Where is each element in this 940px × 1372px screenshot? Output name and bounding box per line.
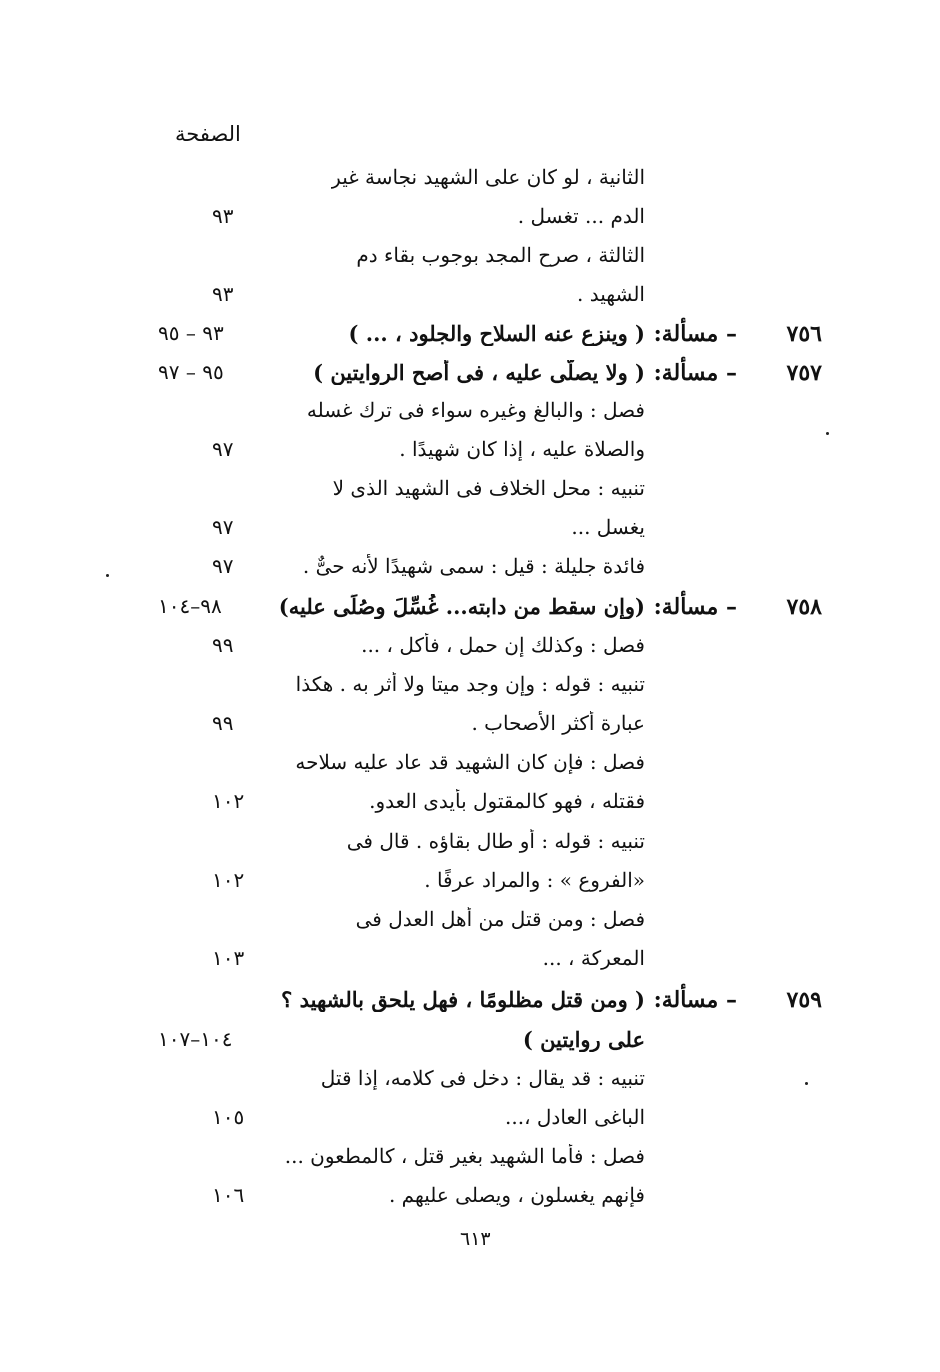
masala-number: ٧٥٨ — [786, 594, 822, 620]
entry-text: ( ولا يصلَّى عليه ، فى أصح الروايتين ) — [313, 360, 645, 385]
entry-text: الشهيد . — [577, 282, 645, 306]
index-line — [0, 282, 940, 318]
index-line — [0, 946, 940, 982]
page-reference: ٩٣ — [212, 204, 234, 228]
scan-speck — [826, 432, 829, 435]
page-reference: ٩٥ – ٩٧ — [158, 360, 224, 384]
entry-text: على روايتين ) — [522, 1027, 645, 1052]
index-line — [0, 398, 940, 434]
entry-text: يغسل ... — [571, 515, 645, 539]
masala-number: ٧٥٧ — [786, 360, 822, 386]
page-reference: ١٠٢ — [212, 868, 245, 892]
page-reference: ٩٧ — [212, 437, 234, 461]
entry-text: تنبيه : قد يقال : دخل فى كلامه، إذا قتل — [320, 1066, 645, 1090]
entry-text: «الفروع » : والمراد عرفًا . — [424, 868, 645, 892]
entry-text: تنبيه : قوله : أو طال بقاؤه . قال فى — [346, 829, 645, 853]
entry-text: فإنهم يغسلون ، ويصلى عليهم . — [388, 1183, 645, 1207]
entry-text: الثانية ، لو كان على الشهيد نجاسة غير — [331, 165, 645, 189]
masala-entry — [0, 594, 940, 630]
masala-entry — [0, 321, 940, 357]
entry-text: ( ومن قتل مظلومًا ، فهل يلحق بالشهيد ؟ — [281, 987, 645, 1012]
entry-text: والصلاة عليه ، إذا كان شهيدًا . — [399, 437, 645, 461]
index-line — [0, 554, 940, 590]
masala-entry — [0, 987, 940, 1023]
index-line — [0, 633, 940, 669]
entry-text: الباغى العادل ،... — [505, 1105, 645, 1129]
page-reference: ٩٨–١٠٤ — [158, 594, 222, 618]
index-line — [0, 1066, 940, 1102]
scan-speck — [805, 1082, 808, 1085]
masala-number: ٧٥٩ — [786, 987, 822, 1013]
index-line — [0, 243, 940, 279]
index-line — [0, 750, 940, 786]
entry-text: تنبيه : قوله : وإن وجد ميتا ولا أثر به . هكذا — [295, 672, 645, 696]
entry-text: المعركة ، ... — [542, 946, 645, 970]
index-line — [0, 515, 940, 551]
page-reference: ١٠٢ — [212, 789, 245, 813]
index-line — [0, 829, 940, 865]
page-reference: ١٠٥ — [212, 1105, 245, 1129]
entry-text: فصل : ومن قتل من أهل العدل فى — [355, 907, 645, 931]
page-reference: ٩٩ — [212, 711, 234, 735]
entry-text: فصل : والبالغ وغيره سواء فى ترك غسله — [306, 398, 645, 422]
index-line — [0, 1027, 940, 1063]
index-line — [0, 1105, 940, 1141]
entry-text: الدم ... تغسل . — [517, 204, 645, 228]
page-number: ٦١٣ — [460, 1228, 491, 1250]
entry-text: الثالثة ، صرح المجد بوجوب بقاء دم — [356, 243, 645, 267]
page-reference: ٩٣ – ٩٥ — [158, 321, 224, 345]
index-line — [0, 165, 940, 201]
index-line — [0, 476, 940, 512]
page-column-header: الصفحة — [175, 122, 241, 146]
entry-text: فصل : فإن كان الشهيد قد عاد عليه سلاحه — [295, 750, 645, 774]
index-line — [0, 204, 940, 240]
entry-text: عبارة أكثر الأصحاب . — [471, 711, 645, 735]
masala-number: ٧٥٦ — [786, 321, 822, 347]
index-line — [0, 672, 940, 708]
page-reference: ٩٣ — [212, 282, 234, 306]
entry-text: فقتله ، فهو كالمقتول بأيدى العدو. — [369, 789, 645, 813]
entry-text: فائدة جليلة : قيل : سمى شهيدًا لأنه حىٌّ . — [302, 554, 645, 578]
page-reference: ١٠٣ — [212, 946, 245, 970]
scan-speck — [106, 574, 109, 577]
index-line — [0, 1144, 940, 1180]
index-line — [0, 1183, 940, 1219]
entry-text: فصل : فأما الشهيد بغير قتل ، كالمطعون ... — [284, 1144, 645, 1168]
page-reference: ٩٧ — [212, 554, 234, 578]
masala-entry — [0, 360, 940, 396]
entry-text: فصل : وكذلك إن حمل ، فأكل ، ... — [361, 633, 645, 657]
entry-text: (وإن سقط من دابته... غُسِّلَ وصُلِّى عليه) — [278, 594, 645, 619]
masala-label: – مسألة: — [653, 987, 737, 1013]
page-reference: ١٠٤–١٠٧ — [158, 1027, 233, 1051]
index-line — [0, 907, 940, 943]
index-line — [0, 789, 940, 825]
entry-text: ( وينزع عنه السلاح والجلود ، ... ) — [348, 321, 645, 346]
index-line — [0, 437, 940, 473]
masala-label: – مسألة: — [653, 321, 737, 347]
masala-label: – مسألة: — [653, 594, 737, 620]
index-line — [0, 868, 940, 904]
page-reference: ٩٩ — [212, 633, 234, 657]
page-reference: ١٠٦ — [212, 1183, 245, 1207]
page-reference: ٩٧ — [212, 515, 234, 539]
entry-text: تنبيه : محل الخلاف فى الشهيد الذى لا — [332, 476, 645, 500]
masala-label: – مسألة: — [653, 360, 737, 386]
index-line — [0, 711, 940, 747]
